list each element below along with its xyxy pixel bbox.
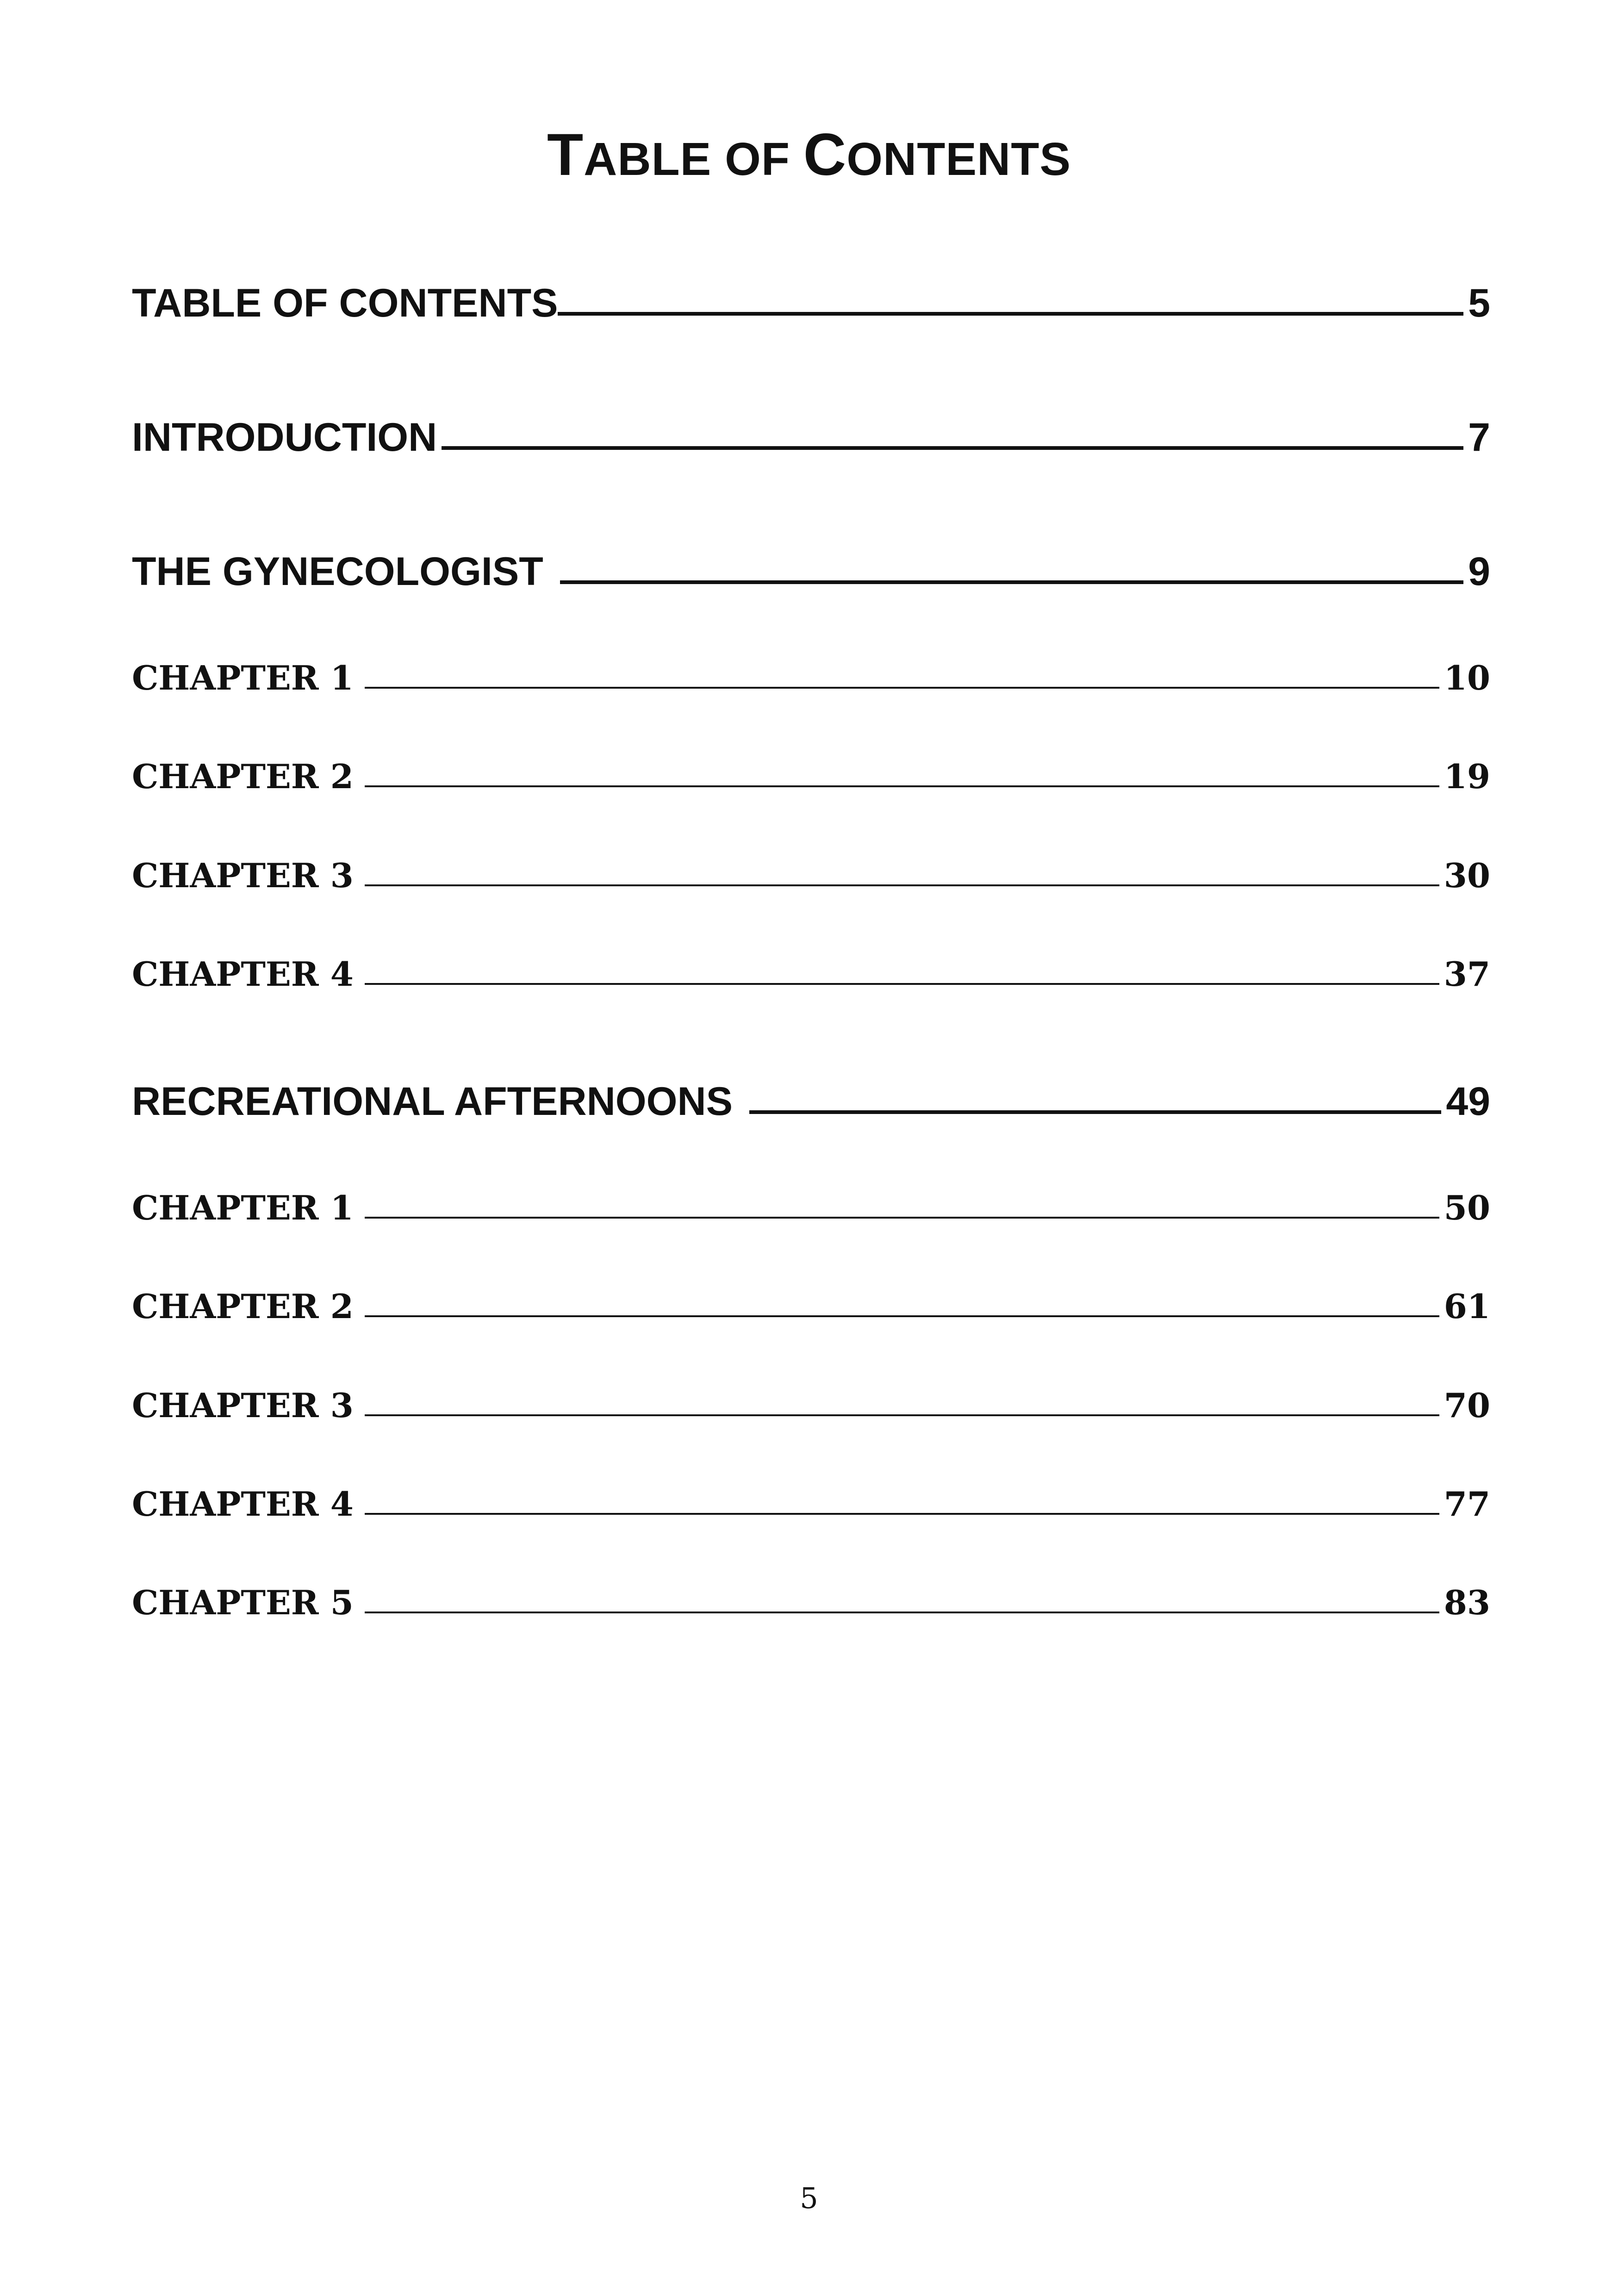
toc-entry-page: 10 xyxy=(1444,658,1490,697)
toc-entry-label: CHAPTER 4 xyxy=(132,954,354,994)
toc-leader-line xyxy=(365,785,1439,787)
toc-entry[interactable] xyxy=(132,548,1490,595)
table-of-contents xyxy=(132,0,1490,2296)
toc-entry[interactable] xyxy=(132,1286,1490,1327)
toc-entry-label: TABLE OF CONTENTS xyxy=(132,281,558,325)
title-initial: T xyxy=(547,122,584,188)
title-text: ABLE OF xyxy=(584,133,803,185)
toc-entry-label: INTRODUCTION xyxy=(132,415,437,460)
toc-entry[interactable] xyxy=(132,1187,1490,1229)
toc-entry[interactable] xyxy=(132,414,1490,460)
toc-entry-page: 19 xyxy=(1444,757,1490,796)
toc-leader-line xyxy=(365,1612,1439,1613)
toc-leader-line xyxy=(365,687,1439,689)
title-text: ONTENTS xyxy=(846,133,1071,185)
toc-entry-label: CHAPTER 3 xyxy=(132,856,354,895)
toc-leader-line xyxy=(365,1414,1439,1416)
toc-leader-line xyxy=(442,446,1463,450)
toc-entry[interactable] xyxy=(132,953,1490,995)
toc-entry[interactable] xyxy=(132,1582,1490,1624)
toc-entry-page: 37 xyxy=(1444,954,1490,994)
toc-leader-line xyxy=(749,1110,1441,1114)
toc-entry-label: CHAPTER 5 xyxy=(132,1583,354,1622)
toc-leader-line xyxy=(365,1513,1439,1515)
toc-entry-page: 83 xyxy=(1444,1583,1490,1622)
toc-leader-line xyxy=(365,1217,1439,1219)
toc-entry-label: CHAPTER 2 xyxy=(132,757,354,796)
toc-entry-page: 70 xyxy=(1444,1386,1490,1425)
toc-leader-line xyxy=(365,1315,1439,1317)
toc-entry-label: RECREATIONAL AFTERNOONS xyxy=(132,1079,733,1124)
toc-entry-label: CHAPTER 3 xyxy=(132,1386,354,1425)
toc-leader-line xyxy=(558,312,1463,316)
toc-entry-page: 5 xyxy=(1468,281,1490,325)
page-number: 5 xyxy=(800,2181,818,2215)
toc-entry-page: 7 xyxy=(1468,415,1490,460)
toc-entry-page: 61 xyxy=(1444,1287,1490,1326)
toc-entry-page: 9 xyxy=(1468,549,1490,594)
toc-entry-page: 50 xyxy=(1444,1188,1490,1227)
toc-entry[interactable] xyxy=(132,1385,1490,1426)
toc-entry[interactable] xyxy=(132,1483,1490,1525)
toc-entry[interactable] xyxy=(132,756,1490,797)
toc-leader-line xyxy=(365,884,1439,886)
toc-entry-page: 49 xyxy=(1446,1079,1490,1124)
toc-entry[interactable] xyxy=(132,657,1490,699)
toc-leader-line xyxy=(560,580,1463,584)
toc-entry-label: CHAPTER 4 xyxy=(132,1484,354,1524)
toc-entry[interactable] xyxy=(132,280,1490,326)
toc-leader-line xyxy=(365,983,1439,985)
title-initial: C xyxy=(803,122,847,188)
toc-entry[interactable] xyxy=(132,1078,1490,1125)
toc-entry-page: 30 xyxy=(1444,856,1490,895)
toc-entry-label: THE GYNECOLOGIST xyxy=(132,549,543,594)
toc-entry-page: 77 xyxy=(1444,1484,1490,1524)
toc-entry-label: CHAPTER 1 xyxy=(132,658,354,697)
toc-entry-label: CHAPTER 1 xyxy=(132,1188,354,1227)
toc-entry-label: CHAPTER 2 xyxy=(132,1287,354,1326)
toc-entry[interactable] xyxy=(132,855,1490,896)
